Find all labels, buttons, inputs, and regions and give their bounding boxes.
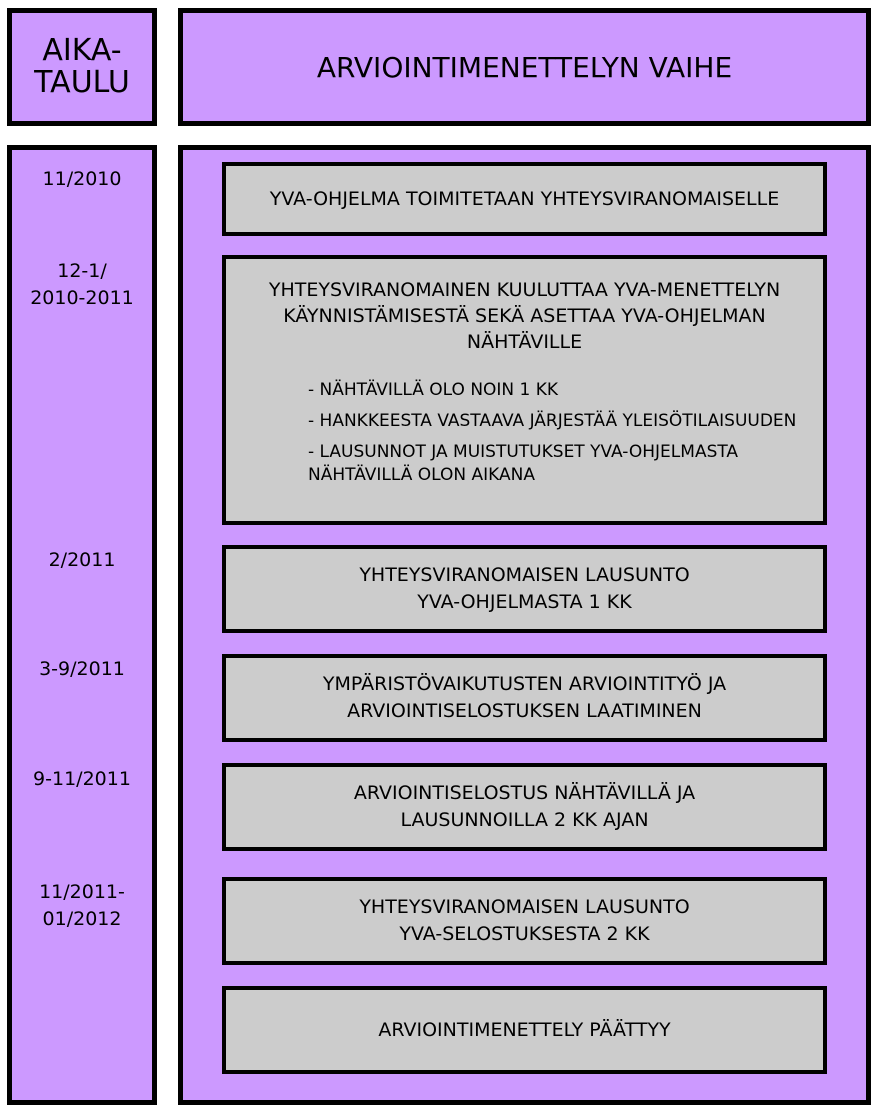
- phase-step-text: YHTEYSVIRANOMAISEN LAUSUNTO: [359, 896, 690, 918]
- phase-step-text: KÄYNNISTÄMISESTÄ SEKÄ ASETTAA YVA-OHJELMAN: [283, 305, 766, 327]
- bullet-item: - HANKKEESTA VASTAAVA JÄRJESTÄÄ YLEISÖTILAISUUDEN: [308, 411, 797, 431]
- date-label: [7, 766, 157, 793]
- phase-step-text: ARVIOINTISELOSTUKSEN LAATIMINEN: [347, 700, 702, 722]
- date-line: 12-1/: [57, 260, 107, 282]
- date-line: 11/2010: [42, 168, 122, 190]
- date-line: 01/2012: [42, 908, 122, 930]
- phase-step-text: YHTEYSVIRANOMAINEN KUULUTTAA YVA-MENETTELYN: [268, 279, 781, 301]
- bullet-item: - LAUSUNNOT JA MUISTUTUKSET YVA-OHJELMASTA NÄHTÄVILLÄ OLON AIKANA: [308, 442, 739, 485]
- phase-step-text: ARVIOINTIMENETTELY PÄÄTTYY: [378, 1018, 671, 1041]
- date-line: 2/2011: [48, 549, 116, 571]
- phase-step-text: YVA-SELOSTUKSESTA 2 KK: [399, 923, 650, 945]
- date-label: [7, 879, 157, 933]
- phase-step-text: NÄHTÄVILLE: [466, 331, 583, 353]
- phase-step: [222, 654, 827, 742]
- date-line: 2010-2011: [30, 287, 134, 309]
- phase-step-text: YMPÄRISTÖVAIKUTUSTEN ARVIOINTITYÖ JA: [322, 673, 727, 695]
- phase-header: [178, 8, 871, 126]
- phase-step-title: [238, 277, 811, 355]
- bullet-item: - NÄHTÄVILLÄ OLO NOIN 1 KK: [308, 380, 559, 400]
- phase-step: [222, 877, 827, 965]
- phase-step-bullets: [308, 379, 811, 487]
- date-label: [7, 656, 157, 683]
- phase-step-text: YVA-OHJELMA TOIMITETAAN YHTEYSVIRANOMAISELLE: [269, 187, 780, 210]
- schedule-header: [7, 8, 157, 126]
- schedule-header-line1: AIKA-: [42, 33, 122, 68]
- phase-step: [222, 545, 827, 633]
- phase-step: [222, 162, 827, 236]
- phase-step-text: YHTEYSVIRANOMAISEN LAUSUNTO: [359, 564, 690, 586]
- phase-header-label: ARVIOINTIMENETTELYN VAIHE: [316, 50, 733, 84]
- phase-step: [222, 763, 827, 851]
- date-label: [7, 166, 157, 193]
- phase-step: [222, 986, 827, 1074]
- phase-step-text: YVA-OHJELMASTA 1 KK: [417, 591, 632, 613]
- phase-step-text: ARVIOINTISELOSTUS NÄHTÄVILLÄ JA: [353, 782, 696, 804]
- date-line: 9-11/2011: [33, 768, 131, 790]
- phase-step: [222, 255, 827, 525]
- schedule-header-line2: TAULU: [34, 65, 130, 100]
- date-label: [7, 258, 157, 312]
- date-line: 3-9/2011: [39, 658, 125, 680]
- date-label: [7, 547, 157, 574]
- date-line: 11/2011-: [39, 881, 125, 903]
- phase-step-text: LAUSUNNOILLA 2 KK AJAN: [400, 809, 649, 831]
